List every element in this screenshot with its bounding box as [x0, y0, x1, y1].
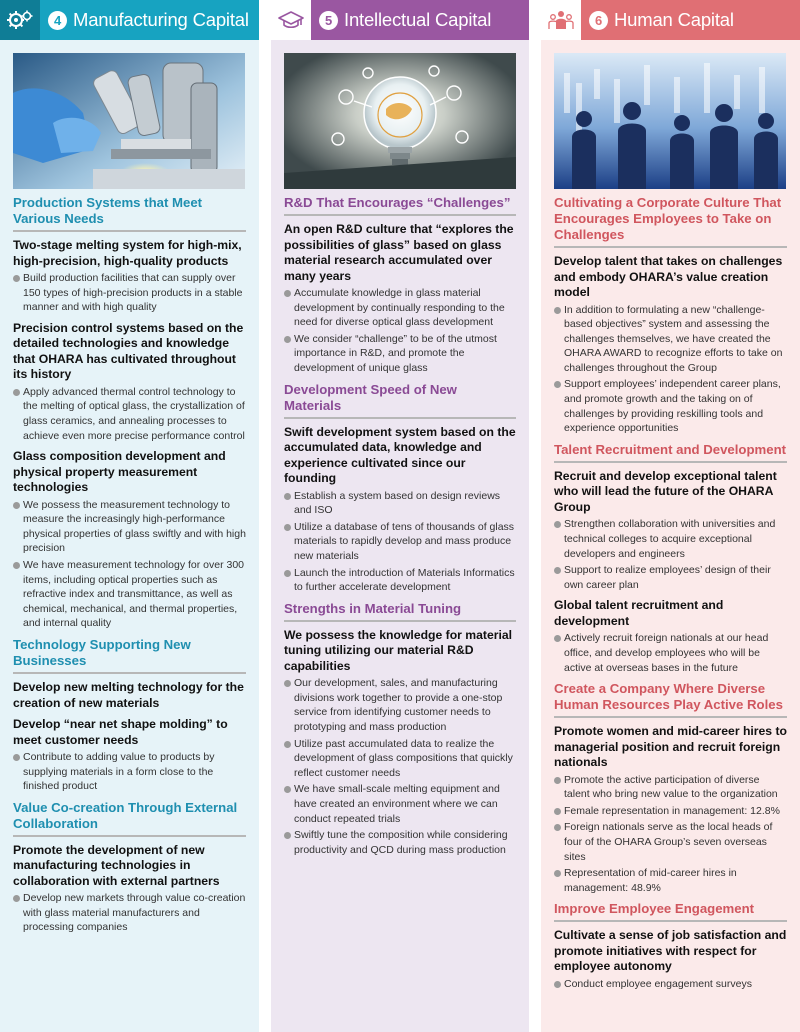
section-block — [13, 195, 246, 631]
bullet-item: Foreign nationals serve as the local heads of four of the OHARA Group’s seven overseas sites — [554, 820, 787, 864]
bullet-list — [13, 271, 246, 315]
lightbulb-globe-photo — [284, 53, 516, 189]
section-block — [554, 442, 787, 675]
manufacturing-capital-column — [0, 0, 259, 1032]
people-icon — [541, 0, 581, 40]
bullet-list — [284, 676, 516, 857]
bullet-item: We consider “challenge” to be of the utmost importance in R&D, and promote the development of unique glass — [284, 332, 516, 376]
section-heading: Talent Recruitment and Development — [554, 442, 787, 463]
human-capital-column — [541, 0, 800, 1032]
bullet-item: Support to realize employees’ design of their own career plan — [554, 563, 787, 592]
bullet-list — [554, 631, 787, 675]
section-block — [284, 382, 516, 595]
bullet-item: Swiftly tune the composition while considering productivity and QCD during mass production — [284, 828, 516, 857]
intellectual-capital-column — [271, 0, 529, 1032]
microscope-photo — [13, 53, 245, 189]
section-number-badge: 6 — [589, 11, 608, 30]
section-block — [284, 195, 516, 376]
bullet-item: In addition to formulating a new “challenge-based objectives” system and assessing the challenges themselves, we have created the OHARA AWARD to recognize efforts to take on challenges throughout the Group — [554, 303, 787, 376]
business-people-photo — [554, 53, 786, 189]
subheading: An open R&D culture that “explores the possibilities of glass” based on glass material research accumulated over many years — [284, 222, 514, 283]
section-heading: Strengths in Material Tuning — [284, 601, 516, 622]
subheading: Glass composition development and physical property measurement technologies — [13, 449, 226, 495]
bullet-item: Strengthen collaboration with universities and technical colleges to acquire exceptional developers and engineers — [554, 517, 787, 561]
bullet-list — [13, 750, 246, 794]
intellectual-capital-header — [271, 0, 529, 40]
subheading: Swift development system based on the accumulated data, knowledge and experience cultivated since our founding — [284, 424, 516, 486]
subheading: Cultivate a sense of job satisfaction and promote initiatives with respect for employee autonomy — [554, 928, 787, 974]
section-heading: Development Speed of New Materials — [284, 382, 516, 419]
section-block — [13, 637, 246, 794]
bullet-item: Build production facilities that can supply over 150 types of high-precision products in a stable manner and with high quality — [13, 271, 246, 315]
bullet-list — [13, 498, 246, 631]
section-title: Intellectual Capital — [344, 9, 492, 30]
bullet-item: Utilize a database of tens of thousands of glass materials to rapidly develop and mass produce new materials — [284, 520, 516, 564]
section-heading: Cultivating a Corporate Culture That Encourages Employees to Take on Challenges — [554, 195, 787, 248]
bullet-list — [554, 977, 787, 992]
section-heading: R&D That Encourages “Challenges” — [284, 195, 516, 216]
section-heading: Create a Company Where Diverse Human Resources Play Active Roles — [554, 681, 787, 718]
bullet-list — [554, 773, 787, 896]
section-heading: Value Co-creation Through External Collaboration — [13, 800, 246, 837]
bullet-item: Conduct employee engagement surveys — [554, 977, 787, 992]
bullet-item: Develop new markets through value co-creation with glass material manufacturers and processing companies — [13, 891, 246, 935]
bullet-item: We have small-scale melting equipment and have created an environment where we can conduct repeated trials — [284, 782, 516, 826]
bullet-list — [554, 517, 787, 592]
section-number-badge: 5 — [319, 11, 338, 30]
bullet-item: Support employees’ independent career plans, and promote growth and the taking on of challenges by providing reskilling tools and experience opportunities — [554, 377, 787, 435]
bullet-item: Promote the active participation of diverse talent who bring new value to the organization — [554, 773, 787, 802]
bullet-list — [13, 891, 246, 935]
bullet-item: Actively recruit foreign nationals at our head office, and develop employees who will be active at overseas bases in the future — [554, 631, 787, 675]
section-title: Manufacturing Capital — [73, 9, 249, 30]
bullet-item: Launch the introduction of Materials Informatics to further accelerate development — [284, 566, 516, 595]
bullet-item: Female representation in management: 12.8% — [554, 804, 787, 819]
bullet-list — [284, 489, 516, 595]
bullet-item: We possess the measurement technology to measure the increasingly high-performance physical properties of glass swiftly and with high precision — [13, 498, 246, 556]
subheading: Two-stage melting system for high-mix, high-precision, high-quality products — [13, 238, 242, 268]
section-number-badge: 4 — [48, 11, 67, 30]
manufacturing-capital-header — [0, 0, 259, 40]
bullet-item: Apply advanced thermal control technology to the melting of optical glass, the crystallization of glass ceramics, and annealing processes to achieve even more precise performance control — [13, 385, 246, 443]
bullet-item: Establish a system based on design reviews and ISO — [284, 489, 516, 518]
graduation-cap-icon — [271, 0, 311, 40]
bullet-list — [284, 286, 516, 376]
subheading: Promote women and mid-career hires to managerial position and recruit foreign nationals — [554, 724, 787, 770]
subheading: Promote the development of new manufacturing technologies in collaboration with external partners — [13, 842, 220, 888]
manufacturing-content — [0, 195, 259, 935]
section-heading: Technology Supporting New Businesses — [13, 637, 246, 674]
bullet-item: Utilize past accumulated data to realize the development of glass compositions that quickly reflect customer needs — [284, 737, 516, 781]
bullet-item: Contribute to adding value to products by supplying materials in a form close to the finished product — [13, 750, 246, 794]
subheading: Develop talent that takes on challenges and embody OHARA’s value creation model — [554, 254, 783, 299]
section-heading: Improve Employee Engagement — [554, 901, 787, 922]
gears-icon — [0, 0, 40, 40]
section-block — [554, 901, 787, 991]
section-heading: Production Systems that Meet Various Needs — [13, 195, 246, 232]
human-capital-header — [541, 0, 800, 40]
bullet-item: Our development, sales, and manufacturing divisions work together to provide a one-stop service from identifying customer needs to prototyping and mass production — [284, 676, 516, 734]
bullet-item: Accumulate knowledge in glass material development by continually responding to the need for diverse optical glass development — [284, 286, 516, 330]
section-block — [13, 800, 246, 935]
subheading: Develop new melting technology for the creation of new materials — [13, 680, 244, 710]
intellectual-content — [271, 195, 529, 857]
section-block — [284, 601, 516, 858]
bullet-item: We have measurement technology for over 300 items, including optical properties such as refractive index and transmittance, as well as chemical, mechanical, and thermal properties, and internal quality — [13, 558, 246, 631]
bullet-list — [13, 385, 246, 443]
bullet-list — [554, 303, 787, 436]
bullet-item: Representation of mid-career hires in management: 48.9% — [554, 866, 787, 895]
section-block — [554, 195, 787, 436]
section-title: Human Capital — [614, 9, 734, 30]
subheading: Precision control systems based on the detailed technologies and knowledge that OHARA has cultivated throughout its history — [13, 320, 244, 382]
subheading: We possess the knowledge for material tuning utilizing our material R&D capabilities — [284, 627, 513, 673]
subheading: Develop “near net shape molding” to meet customer needs — [13, 717, 228, 747]
human-content — [541, 195, 800, 991]
section-block — [554, 681, 787, 895]
subheading: Recruit and develop exceptional talent who will lead the future of the OHARA Group — [554, 468, 777, 514]
subheading: Global talent recruitment and development — [554, 598, 724, 628]
